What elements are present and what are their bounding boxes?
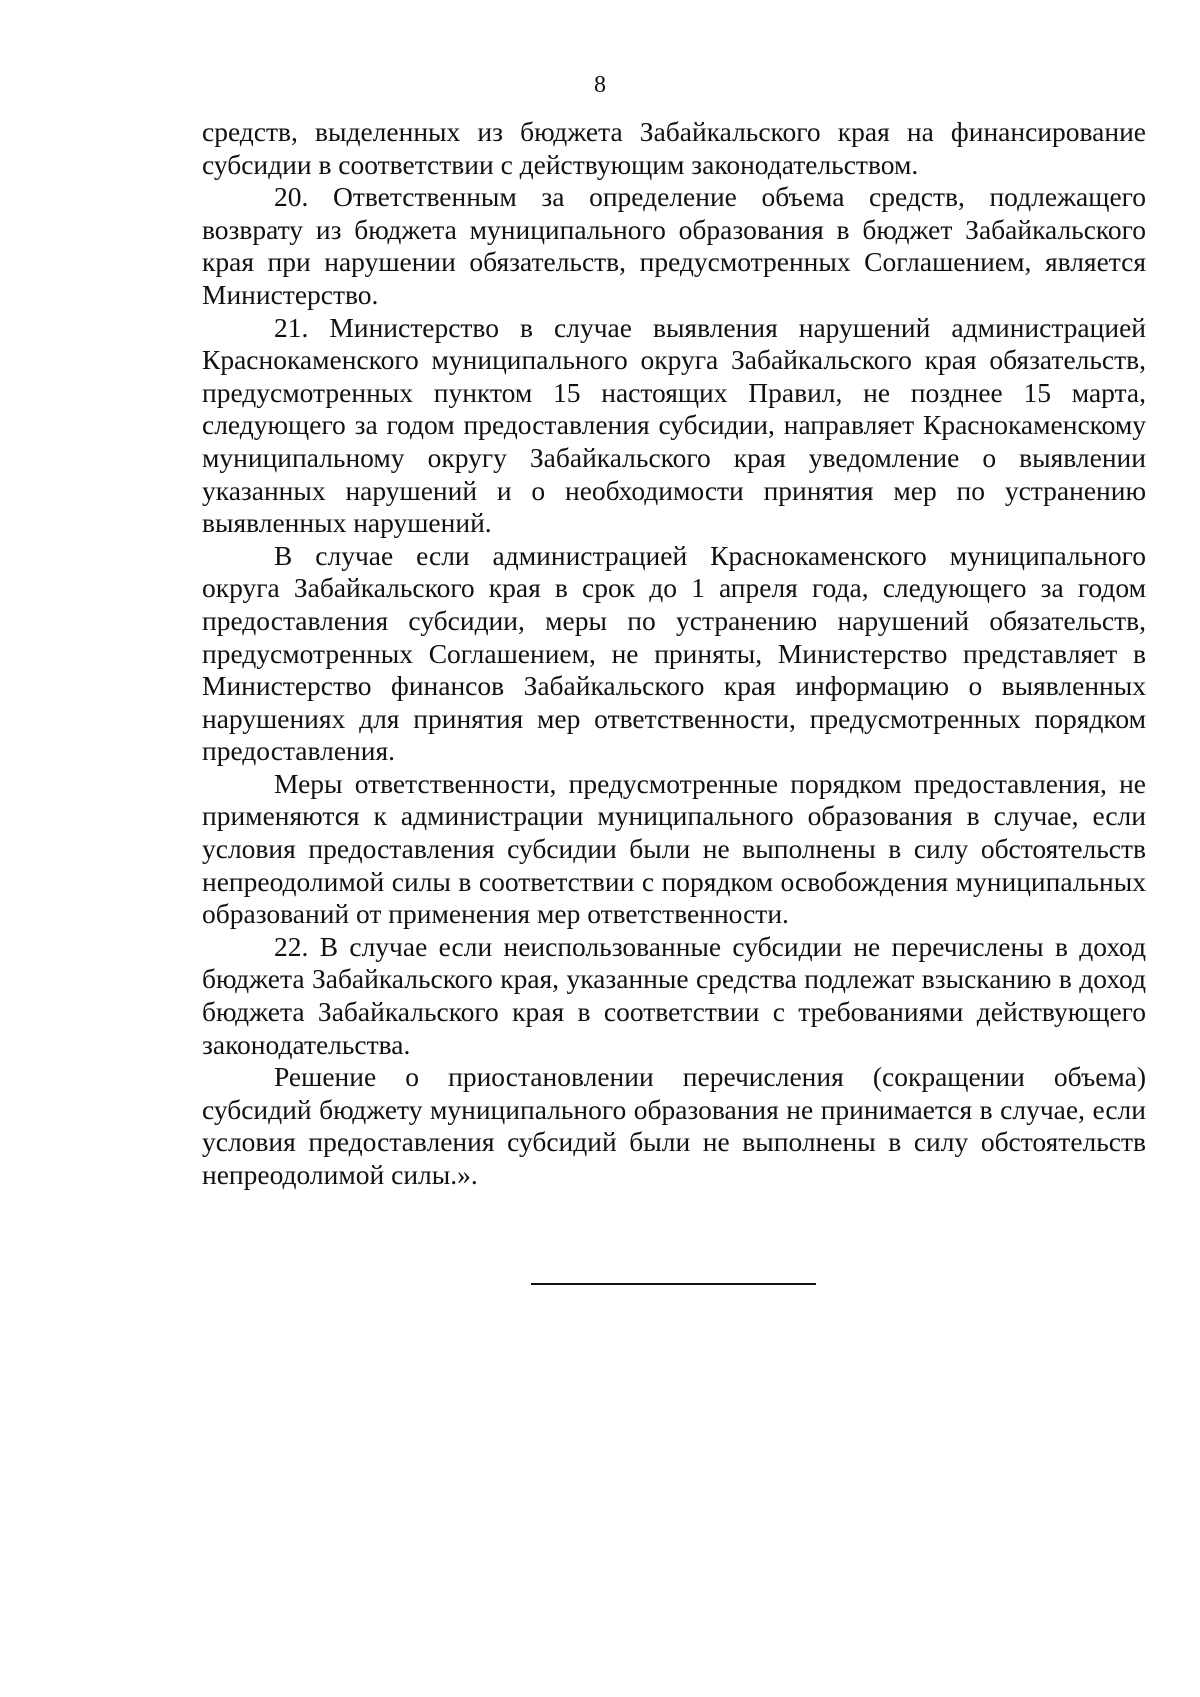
paragraph-continuation: средств, выделенных из бюджета Забайкальского края на финансирование субсидии в соответствии с действующим законодательством. — [202, 116, 1146, 180]
paragraph-item-22: 22. В случае если неиспользованные субсидии не перечислены в доход бюджета Забайкальского края, указанные средства подлежат взысканию в доход бюджета Забайкальского края в соответствии с требованиями действующего законодательства. — [202, 930, 1146, 1060]
paragraph-item-22-part-2: Решение о приостановлении перечисления (сокращении объема) субсидий бюджету муниципального образования не принимается в случае, если условия предоставления субсидий были не выполнены в силу обстоятельств непреодолимой силы.». — [202, 1061, 1146, 1190]
document-body — [202, 116, 1146, 1192]
closing-separator-line — [531, 1283, 816, 1285]
paragraph-item-21: 21. Министерство в случае выявления нарушений администрацией Краснокаменского муниципального округа Забайкальского края обязательств, предусмотренных пунктом 15 настоящих Правил, не позднее 15 марта, следующего за годом предоставления субсидии, направляет Краснокаменскому муниципальному округу Забайкальского края уведомление о выявлении указанных нарушений и о необходимости принятия мер по устранению выявленных нарушений. — [202, 311, 1146, 539]
paragraph-item-20: 20. Ответственным за определение объема средств, подлежащего возврату из бюджета муниципального образования в бюджет Забайкальского края при нарушении обязательств, предусмотренных Соглашением, является Министерство. — [202, 181, 1146, 310]
paragraph-item-21-part-2: В случае если администрацией Краснокаменского муниципального округа Забайкальского края в срок до 1 апреля года, следующего за годом предоставления субсидии, меры по устранению нарушений обязательств, предусмотренных Соглашением, не приняты, Министерство представляет в Министерство финансов Забайкальского края информацию о выявленных нарушениях для принятия мер ответственности, предусмотренных порядком предоставления. — [202, 539, 1146, 767]
page-number: 8 — [594, 72, 606, 98]
paragraph-item-21-part-3: Меры ответственности, предусмотренные порядком предоставления, не применяются к администрации муниципального образования в случае, если условия предоставления субсидии были не выполнены в силу обстоятельств непреодолимой силы в соответствии с порядком освобождения муниципальных образований от применения мер ответственности. — [202, 767, 1146, 930]
